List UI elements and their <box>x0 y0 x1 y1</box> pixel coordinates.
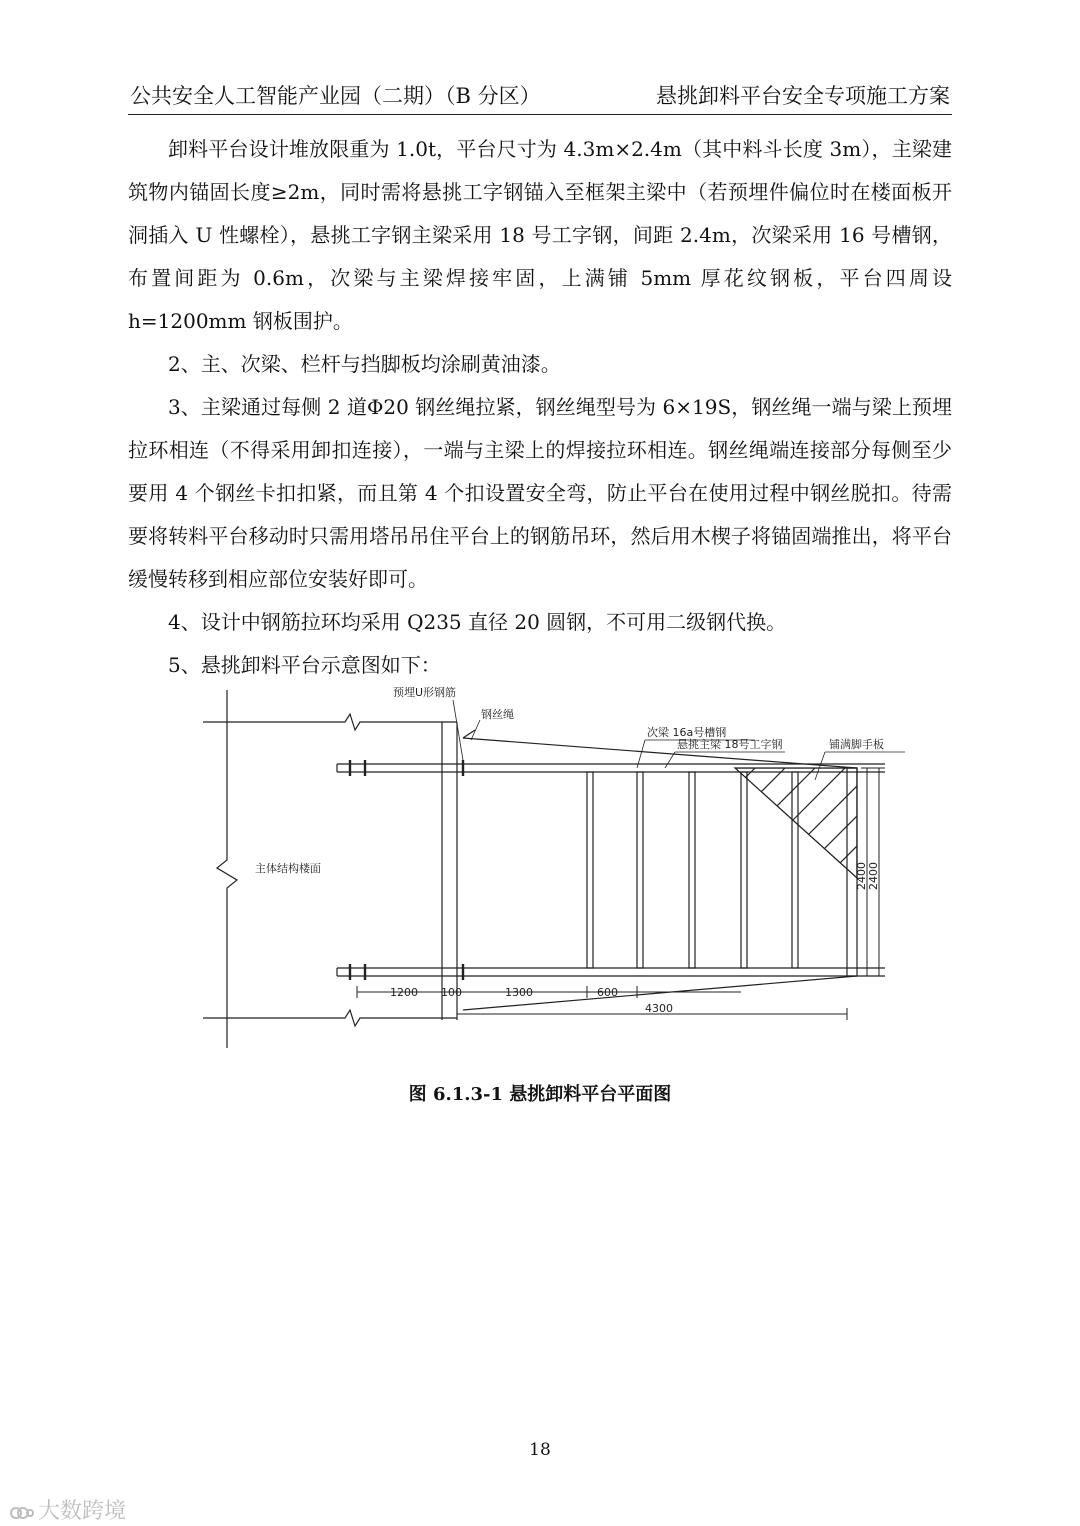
header-document-title: 悬挑卸料平台安全专项施工方案 <box>656 84 950 108</box>
page-number: 18 <box>529 1440 551 1460</box>
paragraph-2: 2、主、次梁、栏杆与挡脚板均涂刷黄油漆。 <box>168 352 561 376</box>
main-beam-bottom <box>337 968 885 976</box>
dim-600: 600 <box>597 986 618 999</box>
dim-100: 100 <box>441 986 462 999</box>
paragraph-3: 3、主梁通过每侧 2 道Φ20 钢丝绳拉紧，钢丝绳型号为 6×19S，钢丝绳一端与梁上预埋拉环相连（不得采用卸扣连接），一端与主梁上的焊接拉环相连。钢丝绳端连接部分每侧至少要用 4 个钢丝卡扣扣紧，而且第 4 个扣设置安全弯，防止平台在使用过程中钢丝脱扣。待需要将转料平台移动时只需用塔吊吊住平台上的钢筋吊环，然后用木楔子将锚固端推出，将平台缓慢转移到相应部位安装好即可。 <box>128 395 952 591</box>
body-text <box>128 128 952 687</box>
header-rule <box>128 114 952 115</box>
label-secondary-beam: 次梁 16a号槽钢 <box>647 726 727 739</box>
dim-1300: 1300 <box>505 986 533 999</box>
watermark <box>10 1494 126 1525</box>
watermark-logo-icon <box>10 1501 34 1521</box>
paragraph-4: 4、设计中钢筋拉环均采用 Q235 直径 20 圆钢，不可用二级钢代换。 <box>168 610 787 634</box>
dim-4300: 4300 <box>645 1002 673 1015</box>
label-scaffold-board: 铺满脚手板 <box>829 738 884 751</box>
label-wire-rope: 钢丝绳 <box>481 708 514 721</box>
watermark-text: 大数跨境 <box>38 1499 127 1524</box>
label-floor: 主体结构楼面 <box>255 862 321 875</box>
dim-1200: 1200 <box>390 986 418 999</box>
header-project-name: 公共安全人工智能产业园（二期）（B 分区） <box>130 84 541 108</box>
anchor-marks <box>350 760 463 980</box>
secondary-beams <box>587 772 798 968</box>
label-embedded-u-bar: 预埋U形钢筋 <box>393 686 457 699</box>
dim-2400-outer: 2400 <box>867 862 880 890</box>
dim-2400-inner: 2400 <box>855 862 868 890</box>
figure-caption: 图 6.1.3-1 悬挑卸料平台平面图 <box>408 1084 672 1105</box>
platform-plan-diagram <box>195 680 905 1060</box>
label-main-beam: 悬挑主梁 18号工字钢 <box>677 738 783 751</box>
building-slab <box>203 690 457 1048</box>
paragraph-5: 5、悬挑卸料平台示意图如下： <box>168 653 441 677</box>
paragraph-1: 卸料平台设计堆放限重为 1.0t，平台尺寸为 4.3m×2.4m（其中料斗长度 3m），主梁建筑物内锚固长度≥2m，同时需将悬挑工字钢锚入至框架主梁中（若预埋件偏位时在楼面板开洞插入 U 性螺栓），悬挑工字钢主梁采用 18 号工字钢，间距 2.4m，次梁采用 16 号槽钢，布置间距为 0.6m，次梁与主梁焊接牢固，上满铺 5mm 厚花纹钢板，平台四周设 h=1200mm 钢板围护。 <box>128 137 952 333</box>
dimension-lines <box>357 768 885 1020</box>
